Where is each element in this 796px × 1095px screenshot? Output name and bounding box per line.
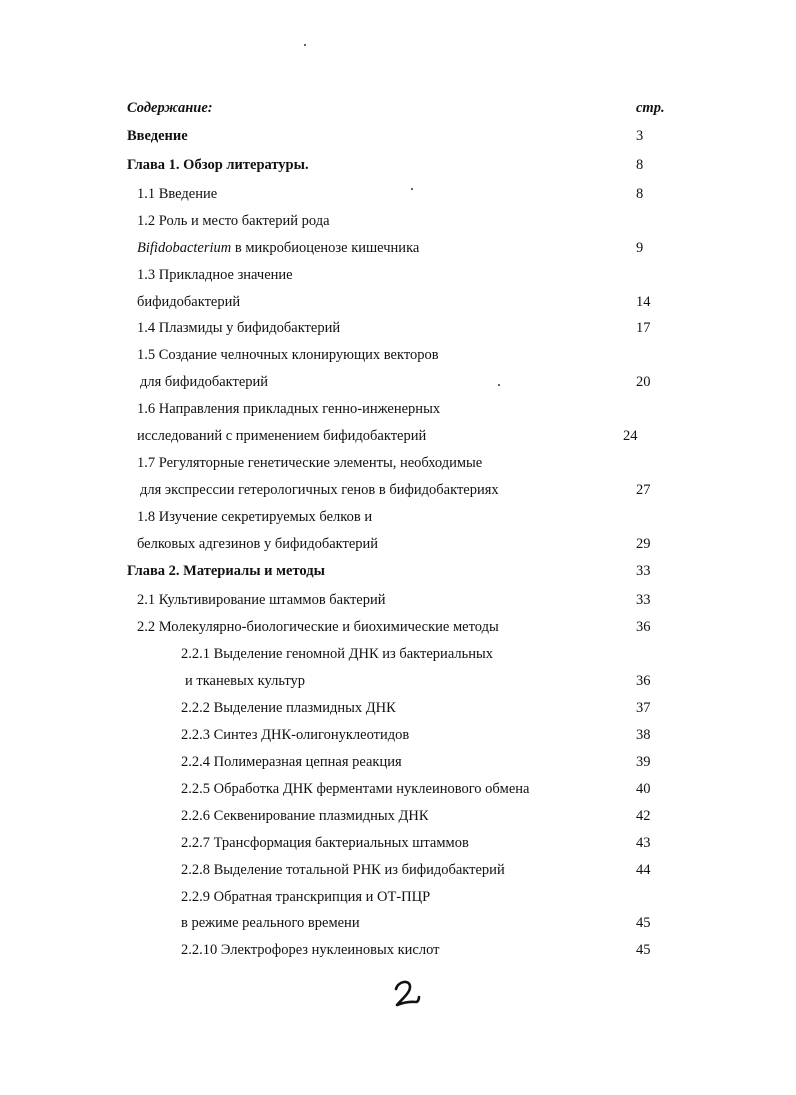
toc-entry: бифидобактерий bbox=[137, 294, 241, 310]
toc-page: 45 bbox=[636, 942, 651, 958]
toc-entry: 1.1 Введение bbox=[137, 186, 218, 202]
toc-entry: 1.6 Направления прикладных генно-инженерных bbox=[137, 401, 441, 417]
toc-page: 44 bbox=[636, 862, 651, 878]
toc-entry: 1.7 Регуляторные генетические элементы, необходимые bbox=[137, 455, 483, 471]
toc-page: 43 bbox=[636, 835, 651, 851]
toc-entry: 1.2 Роль и место бактерий рода bbox=[137, 213, 330, 229]
toc-entry: 2.2.10 Электрофорез нуклеиновых кислот bbox=[181, 942, 440, 958]
toc-entry: 2.2.9 Обратная транскрипция и ОТ-ПЦР bbox=[181, 889, 431, 905]
toc-entry: 1.3 Прикладное значение bbox=[137, 267, 293, 283]
toc-page: 42 bbox=[636, 808, 651, 824]
toc-entry: 2.2.7 Трансформация бактериальных штаммов bbox=[181, 835, 469, 851]
toc-entry: 2.2.5 Обработка ДНК ферментами нуклеинового обмена bbox=[181, 781, 530, 797]
toc-page: 24 bbox=[623, 428, 638, 444]
toc-page: 3 bbox=[636, 128, 644, 144]
toc-header-page: стр. bbox=[636, 100, 665, 116]
toc-page: 36 bbox=[636, 673, 651, 689]
toc-entry: 2.2.1 Выделение геномной ДНК из бактериальных bbox=[181, 646, 493, 662]
toc-page: 8 bbox=[636, 157, 644, 173]
toc-entry: и тканевых культур bbox=[185, 673, 306, 689]
toc-entry: Введение bbox=[127, 128, 188, 144]
toc-entry: белковых адгезинов у бифидобактерий bbox=[137, 536, 379, 552]
toc-page: 29 bbox=[636, 536, 651, 552]
toc-entry: исследований с применением бифидобактерий bbox=[137, 428, 427, 444]
toc-entry: 2.1 Культивирование штаммов бактерий bbox=[137, 592, 386, 608]
handwritten-page-number-icon bbox=[388, 975, 428, 1015]
toc-entry: Глава 2. Материалы и методы bbox=[127, 563, 325, 579]
toc-entry bbox=[137, 239, 419, 257]
toc-entry: для бифидобактерий bbox=[140, 374, 269, 390]
toc-entry-rest: в микробиоценозе кишечника bbox=[231, 240, 420, 256]
toc-entry: 2.2.8 Выделение тотальной РНК из бифидобактерий bbox=[181, 862, 505, 878]
toc-entry: для экспрессии гетерологичных генов в бифидобактериях bbox=[140, 482, 499, 498]
scan-speck bbox=[498, 384, 500, 386]
toc-entry-italic: Bifidobacterium bbox=[137, 240, 232, 256]
toc-header-label: Содержание: bbox=[127, 100, 213, 116]
toc-page: 36 bbox=[636, 619, 651, 635]
toc-page: 8 bbox=[636, 186, 644, 202]
toc-page: 37 bbox=[636, 700, 651, 716]
toc-entry: 1.5 Создание челночных клонирующих векторов bbox=[137, 347, 439, 363]
toc-page: 38 bbox=[636, 727, 651, 743]
scan-speck bbox=[304, 44, 306, 46]
toc-entry: 2.2.3 Синтез ДНК-олигонуклеотидов bbox=[181, 727, 410, 743]
toc-entry: в режиме реального времени bbox=[181, 915, 360, 931]
toc-page: 45 bbox=[636, 915, 651, 931]
scan-speck bbox=[411, 188, 413, 190]
toc-entry: 1.8 Изучение секретируемых белков и bbox=[137, 509, 373, 525]
toc-page: 17 bbox=[636, 320, 651, 336]
toc-entry: Глава 1. Обзор литературы. bbox=[127, 157, 309, 173]
toc-page: 14 bbox=[636, 294, 651, 310]
toc-entry: 2.2.2 Выделение плазмидных ДНК bbox=[181, 700, 396, 716]
toc-page: 33 bbox=[636, 592, 651, 608]
toc-entry: 2.2.4 Полимеразная цепная реакция bbox=[181, 754, 402, 770]
toc-page: 9 bbox=[636, 240, 644, 256]
toc-entry: 2.2 Молекулярно-биологические и биохимические методы bbox=[137, 619, 499, 635]
toc-page: 33 bbox=[636, 563, 651, 579]
toc-entry: 1.4 Плазмиды у бифидобактерий bbox=[137, 320, 341, 336]
toc-page: 39 bbox=[636, 754, 651, 770]
toc-page: 20 bbox=[636, 374, 651, 390]
toc-entry: 2.2.6 Секвенирование плазмидных ДНК bbox=[181, 808, 429, 824]
toc-page: 40 bbox=[636, 781, 651, 797]
toc-page: 27 bbox=[636, 482, 651, 498]
